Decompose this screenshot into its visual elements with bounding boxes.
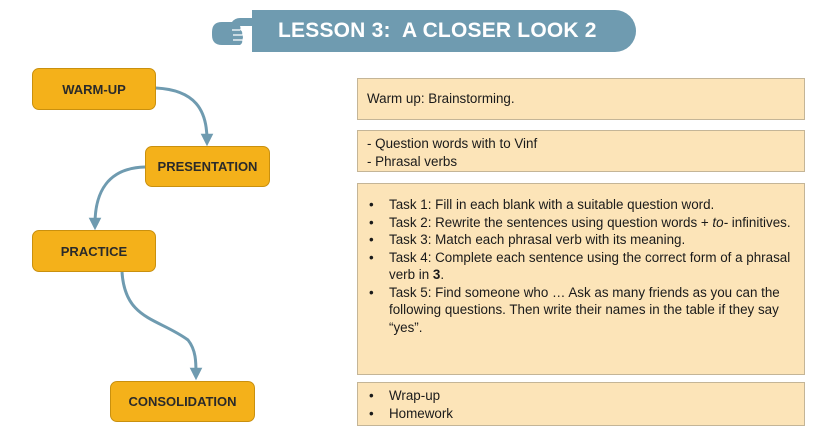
stage-warmup: WARM-UP bbox=[32, 68, 156, 110]
task-text: Task 3: Match each phrasal verb with its meaning. bbox=[389, 232, 686, 247]
task-text: Task 4: Complete each sentence using the correct form of a phrasal verb in bbox=[389, 249, 791, 282]
task-text: Task 2: Rewrite the sentences using question words + bbox=[389, 214, 713, 230]
page-title: LESSON 3: A CLOSER LOOK 2 bbox=[278, 19, 597, 42]
presentation-line: - Phrasal verbs bbox=[367, 153, 458, 169]
task-text: Task 5: Find someone who … Ask as many friends as you can the following questions. Then write their names in the table if they say “yes”. bbox=[389, 284, 780, 335]
practice-task bbox=[367, 231, 796, 249]
stage-practice: PRACTICE bbox=[32, 230, 156, 272]
consolidation-item: • Wrap-up bbox=[367, 387, 804, 405]
panel-practice bbox=[357, 183, 805, 375]
arrow-warmup-to-presentation bbox=[156, 88, 207, 140]
warmup-text: Warm up: Brainstorming. bbox=[367, 91, 515, 107]
consolidation-list bbox=[367, 387, 804, 422]
practice-task bbox=[367, 196, 796, 214]
arrow-practice-to-consolidation bbox=[122, 272, 196, 374]
panel-presentation bbox=[357, 130, 805, 172]
task-text-end: . bbox=[440, 267, 445, 282]
panel-warmup bbox=[357, 78, 805, 120]
panel-consolidation bbox=[357, 382, 805, 426]
task-emphasis: to- bbox=[712, 214, 729, 230]
task-bold: 3 bbox=[432, 267, 441, 282]
task-text-end: infinitives. bbox=[728, 214, 791, 230]
practice-task bbox=[367, 284, 796, 337]
presentation-line: - Question words with to Vinf bbox=[367, 136, 538, 151]
consolidation-item: • Homework bbox=[367, 405, 804, 423]
practice-task bbox=[367, 249, 796, 284]
task-text: Task 1: Fill in each blank with a suitable question word. bbox=[389, 197, 715, 212]
arrow-presentation-to-practice bbox=[95, 167, 145, 224]
stage-presentation: PRESENTATION bbox=[145, 146, 270, 187]
practice-task bbox=[367, 214, 796, 232]
stage-consolidation: CONSOLIDATION bbox=[110, 381, 255, 422]
practice-task-list bbox=[367, 196, 796, 336]
